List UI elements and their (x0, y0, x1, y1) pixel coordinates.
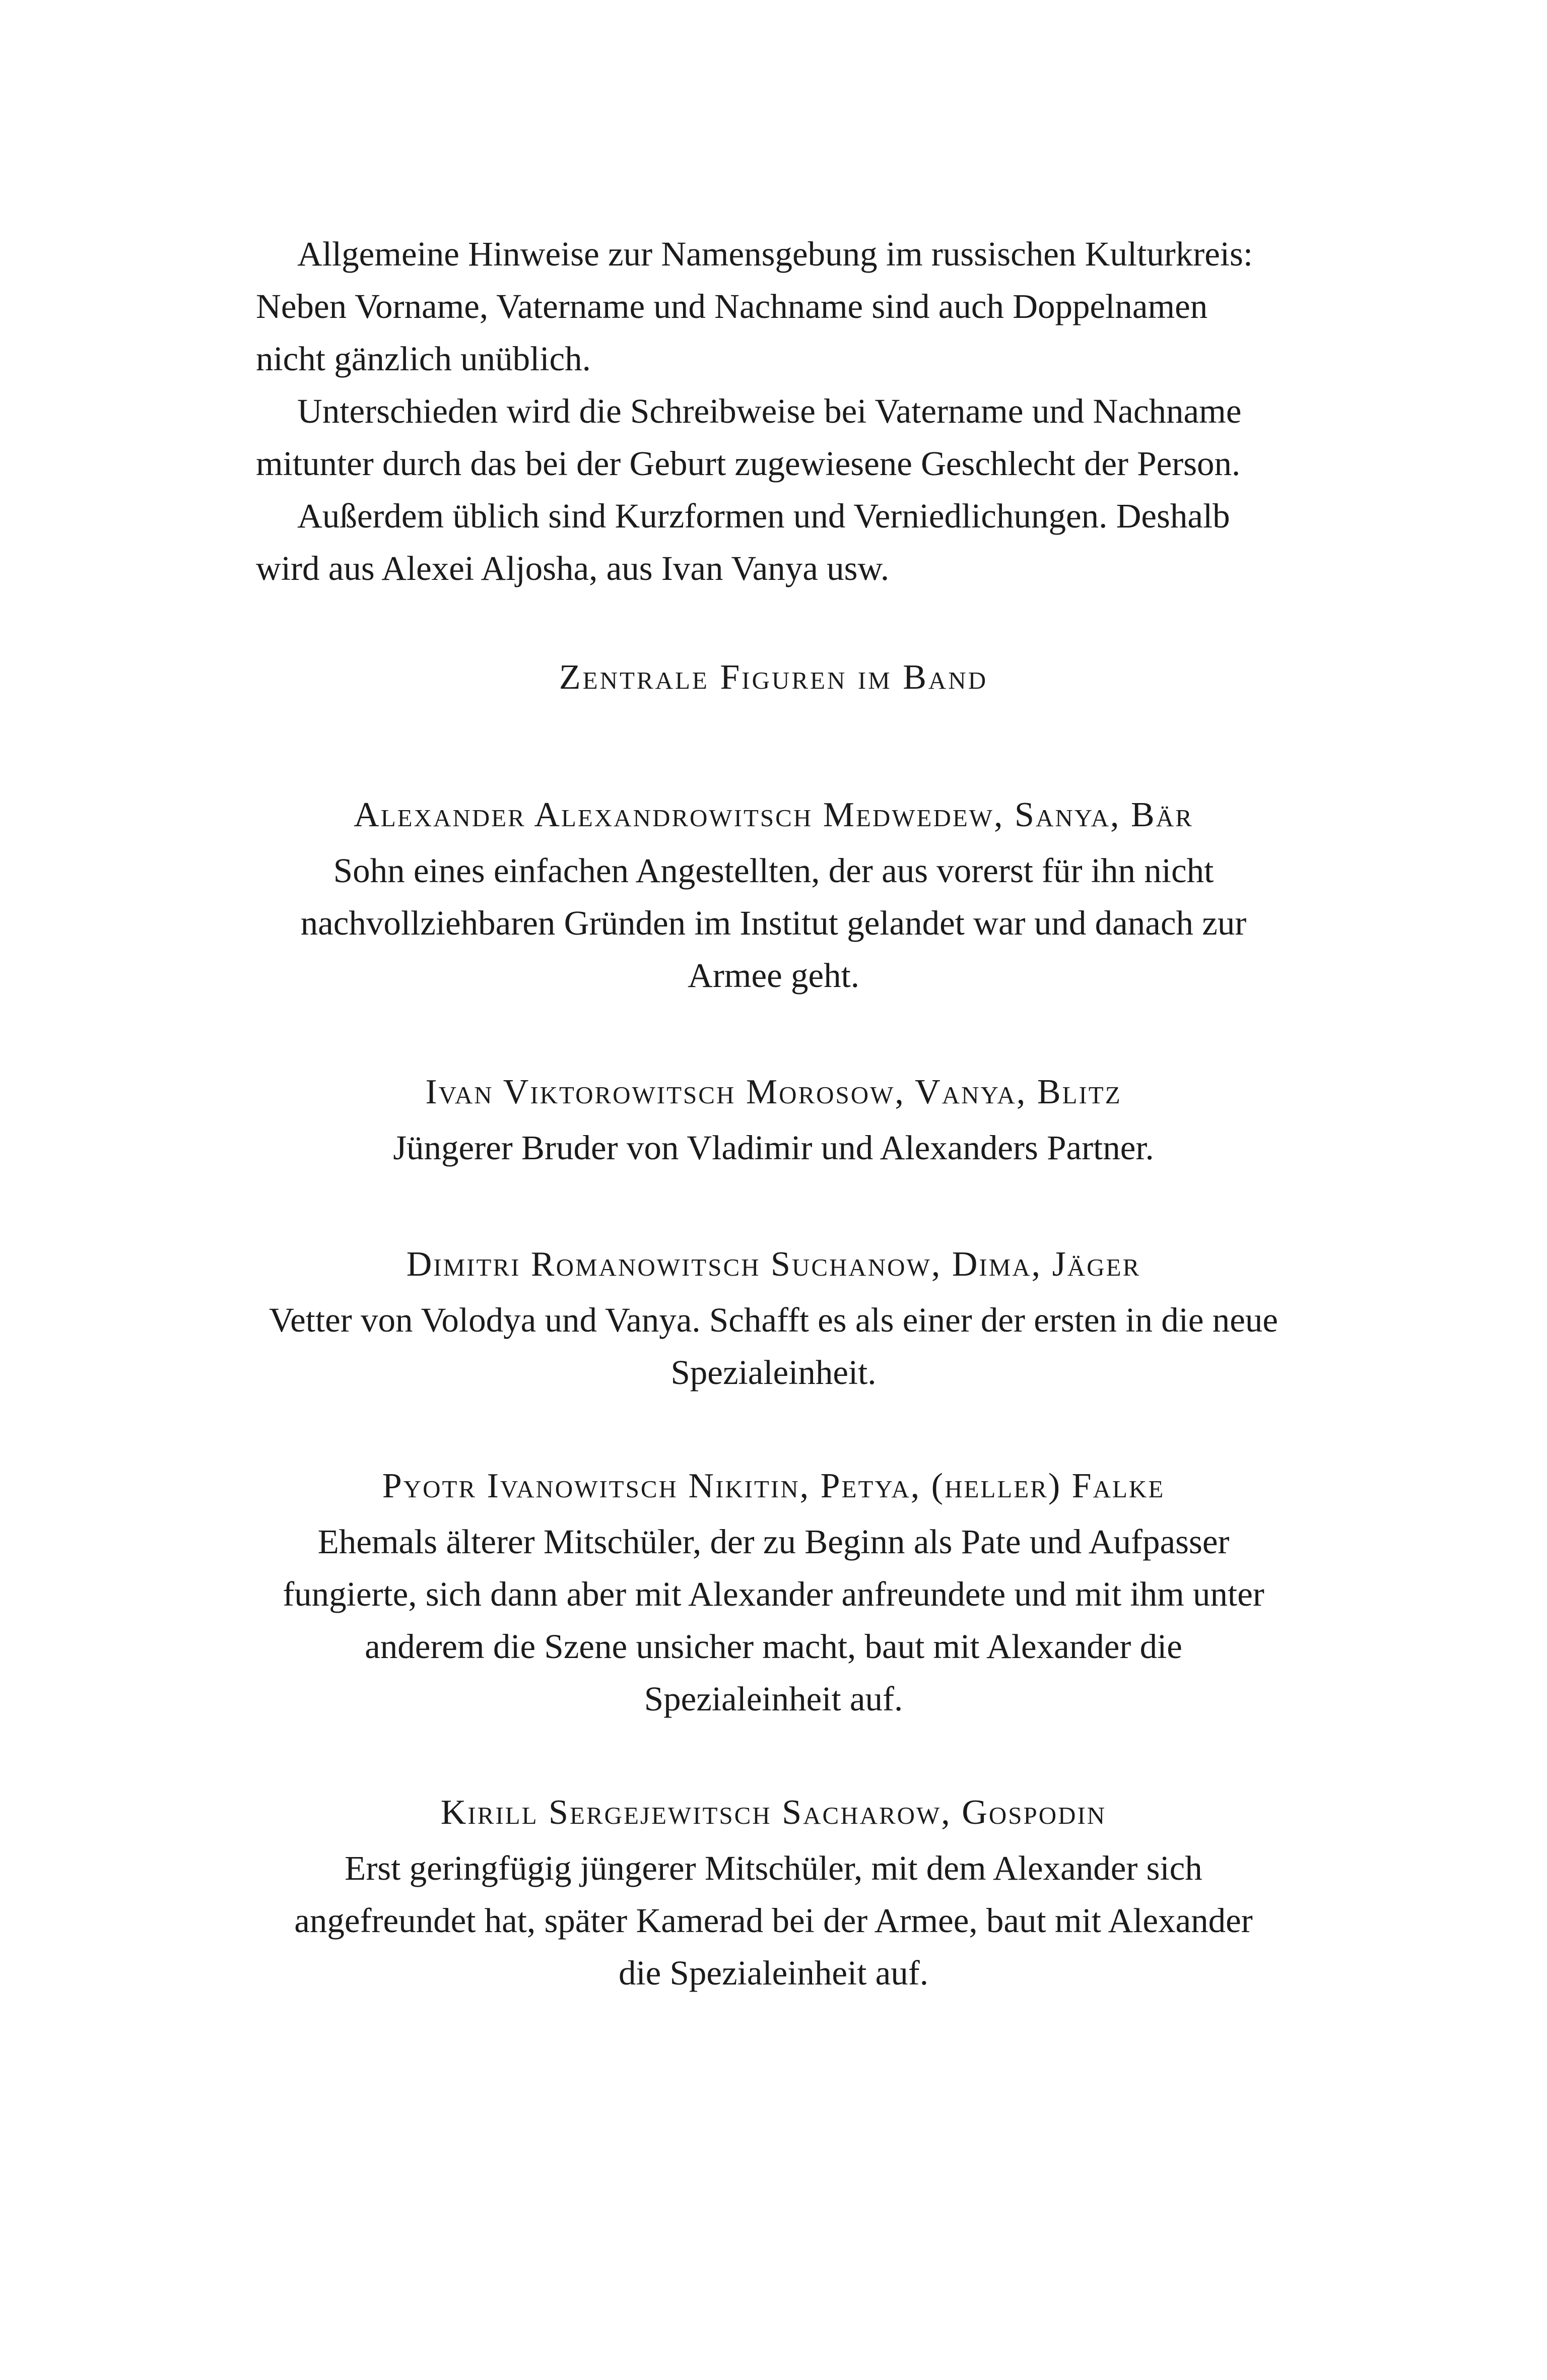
character-entry-alexander (0, 790, 1547, 1002)
description-line: Armee geht. (687, 956, 860, 995)
intro-paragraphs (256, 228, 1294, 594)
description-line: fungierte, sich dann aber mit Alexander anfreundete und mit ihm unter (283, 1575, 1264, 1613)
description-line: Erst geringfügig jüngerer Mitschüler, mit dem Alexander sich (345, 1849, 1202, 1887)
intro-line: wird aus Alexei Aljosha, aus Ivan Vanya usw. (256, 549, 890, 587)
character-description (0, 1294, 1547, 1399)
character-description (0, 1842, 1547, 1999)
description-line: Spezialeinheit auf. (644, 1680, 903, 1718)
character-name: Alexander Alexandrowitsch Medwedew, Sanya, Bär (354, 796, 1193, 834)
character-name: Ivan Viktorowitsch Morosow, Vanya, Blitz (425, 1073, 1122, 1111)
character-name: Kirill Sergejewitsch Sacharow, Gospodin (440, 1793, 1107, 1832)
intro-line: Neben Vorname, Vatername und Nachname sind auch Doppelnamen (256, 287, 1208, 325)
description-line: Jüngerer Bruder von Vladimir und Alexanders Partner. (393, 1129, 1154, 1167)
character-name: Dimitri Romanowitsch Suchanow, Dima, Jäger (406, 1245, 1141, 1284)
character-entry-dimitri (0, 1239, 1547, 1399)
character-entry-kirill (0, 1788, 1547, 1999)
description-line: Ehemals älterer Mitschüler, der zu Beginn als Pate und Aufpasser (317, 1523, 1230, 1561)
intro-line: mitunter durch das bei der Geburt zugewiesene Geschlecht der Person. (256, 444, 1241, 483)
intro-line: Unterschieden wird die Schreibweise bei Vatername und Nachname (297, 392, 1242, 430)
description-line: Spezialeinheit. (670, 1353, 877, 1392)
character-description (0, 1121, 1547, 1174)
intro-line: Außerdem üblich sind Kurzformen und Verniedlichungen. Deshalb (297, 497, 1230, 535)
character-name: Pyotr Ivanowitsch Nikitin, Petya, (heller) Falke (382, 1467, 1165, 1505)
intro-line: nicht gänzlich unüblich. (256, 340, 591, 378)
intro-line: Allgemeine Hinweise zur Namensgebung im russischen Kulturkreis: (297, 235, 1253, 273)
description-line: anderem die Szene unsicher macht, baut mit Alexander die (365, 1627, 1182, 1666)
section-heading: Zentrale Figuren im Band (559, 658, 988, 697)
description-line: Vetter von Volodya und Vanya. Schafft es als einer der ersten in die neue (268, 1301, 1279, 1339)
description-line: angefreundet hat, später Kamerad bei der Armee, baut mit Alexander (294, 1901, 1253, 1940)
character-description (0, 1515, 1547, 1725)
description-line: Sohn eines einfachen Angestellten, der aus vorerst für ihn nicht (333, 851, 1214, 890)
description-line: die Spezialeinheit auf. (618, 1954, 928, 1992)
character-entry-pyotr (0, 1461, 1547, 1725)
character-description (0, 844, 1547, 1002)
character-entry-ivan (0, 1067, 1547, 1174)
description-line: nachvollziehbaren Gründen im Institut gelandet war und danach zur (300, 904, 1247, 942)
